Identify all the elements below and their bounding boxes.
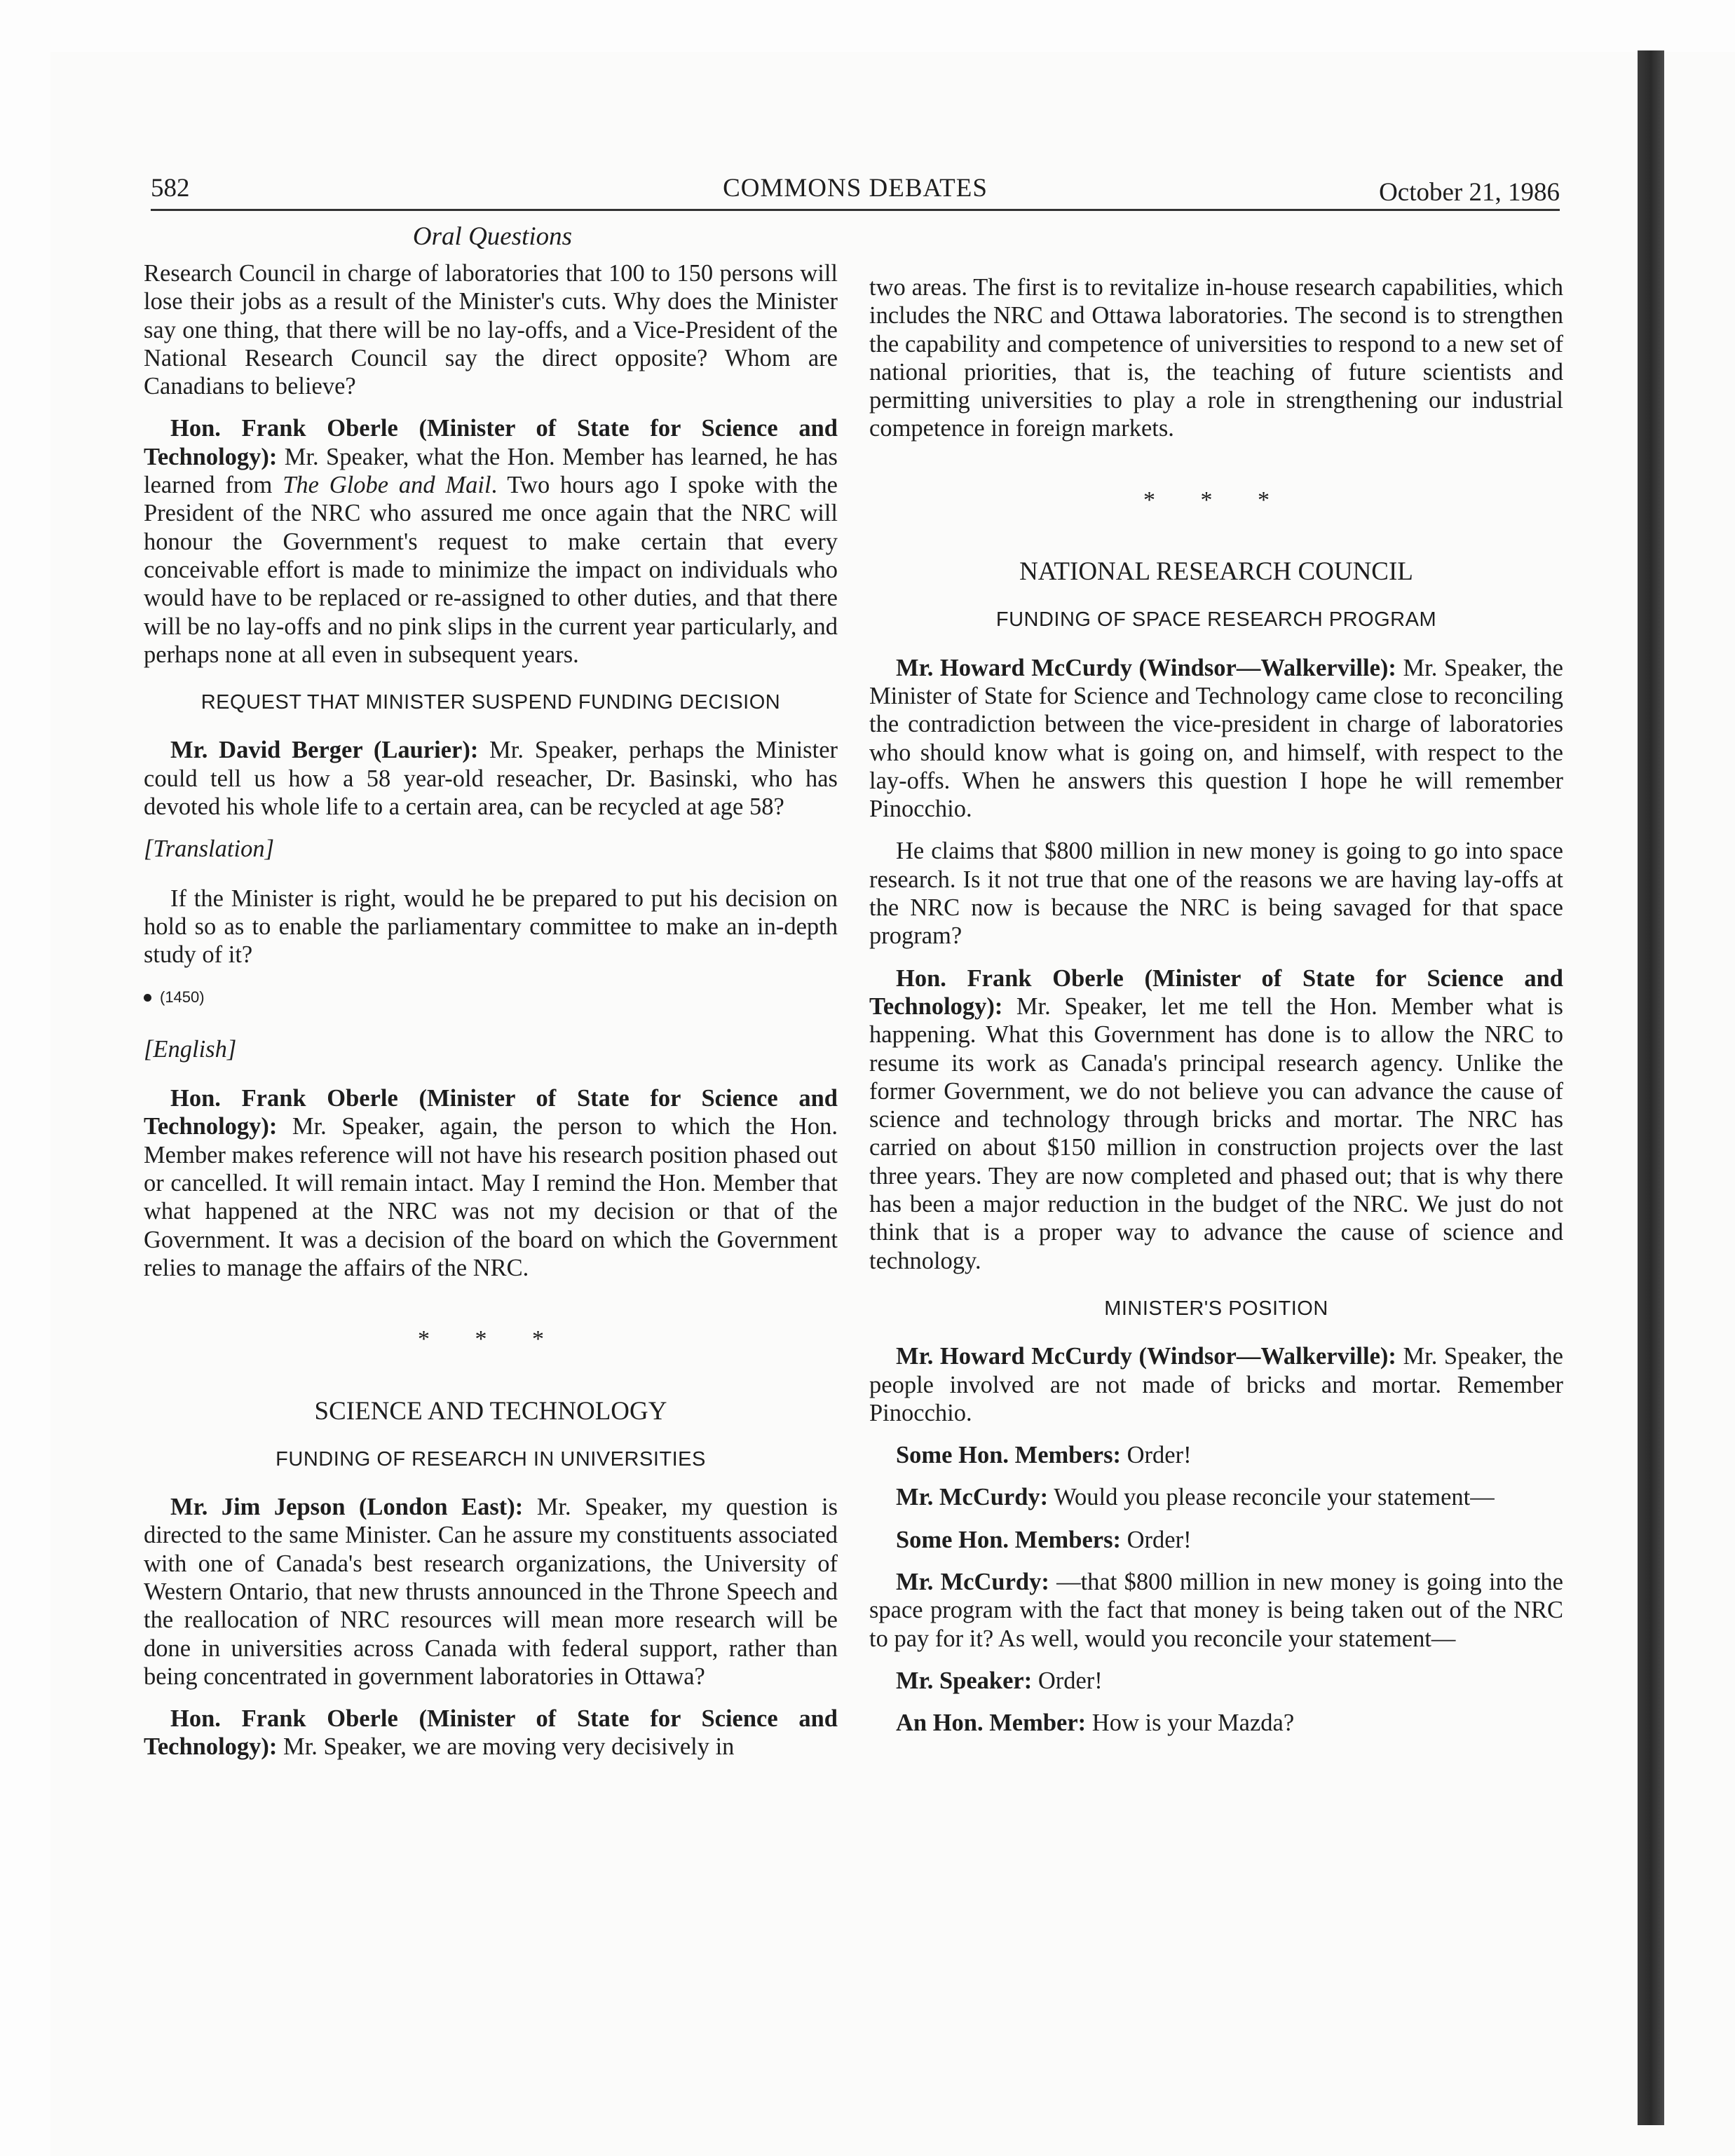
speaker-name: Some Hon. Members: xyxy=(896,1526,1121,1553)
speaker-name: Hon. Frank Oberle (Minister of State for Science and Technology): xyxy=(144,1705,838,1761)
time-marker xyxy=(144,983,838,1011)
left-column xyxy=(144,259,838,1775)
paragraph xyxy=(869,654,1563,824)
subheading: FUNDING OF SPACE RESEARCH PROGRAM xyxy=(995,608,1437,632)
speaker-name: Hon. Frank Oberle (Minister of State for Science and Technology): xyxy=(144,415,838,470)
speaker-name: Mr. Howard McCurdy (Windsor—Walkerville): xyxy=(896,1343,1396,1370)
issue-date: October 21, 1986 xyxy=(1379,178,1560,207)
time-marker-text: (1450) xyxy=(160,988,205,1006)
subheading: REQUEST THAT MINISTER SUSPEND FUNDING DECISION xyxy=(200,691,781,714)
paragraph xyxy=(869,1709,1563,1737)
paragraph xyxy=(144,1493,838,1691)
speech-text: Mr. Speaker, let me tell the Hon. Member what is happening. What this Government has done is to allow the NRC to resume its work as Canada's principal research agency. Unlike the former Government, we do not believe you can advance the cause of science and technology through bricks and mortar. The NRC has carried on about $150 million in construction projects over the last three years. They are now completed and phased out; that is why there has been a major reduction in the budget of the NRC. We just do not think that is a proper way to advance the cause of science and technology. xyxy=(869,992,1563,1274)
speech-text: Order! xyxy=(1120,1442,1192,1469)
paragraph xyxy=(869,1667,1563,1695)
running-head xyxy=(151,170,1560,211)
speaker-name: Mr. McCurdy: xyxy=(896,1568,1049,1595)
speech-text: Mr. Speaker, the Minister of State for Science and Technology came close to reconciling the contradiction between the vice-president in charge of laboratories who should know what is going on, and himself, with respect to the lay-offs. When he answers this question I hope he will remember Pinocchio. xyxy=(869,654,1563,823)
speech-text: Mr. Speaker, perhaps the Minister could tell us how a 58 year-old reseacher, Dr. Basinski, who has devoted his whole life to a certain area, can be recycled at age 58? xyxy=(144,737,838,821)
bullet-icon xyxy=(144,994,151,1002)
speech-text: Mr. Speaker, we are moving very decisively in xyxy=(277,1733,735,1761)
scan-margin-left xyxy=(0,0,50,2156)
speech-text: Mr. Speaker, my question is directed to the same Minister. Can he assure my constituents associated with one of Canada's best research organizations, the University of Western Ontario, that new thrusts announced in the Throne Speech and the reallocation of NRC resources will mean more research will be done in universities across Canada with federal support, rather than being concentrated in government laboratories in Ottawa? xyxy=(144,1494,838,1690)
paragraph xyxy=(869,1568,1563,1653)
paragraph xyxy=(144,1705,838,1761)
speaker-name: Hon. Frank Oberle (Minister of State for Science and Technology): xyxy=(869,964,1563,1020)
paragraph xyxy=(869,964,1563,1275)
paragraph: two areas. The first is to revitalize in-house research capabilities, which includes the NRC and Ottawa laboratories. The second is to strengthen the capability and competence of universities to respond to a new set of national priorities, that is, the teaching of future scientists and permitting universities to play a role in strengthening our industrial competence in foreign markets. xyxy=(869,274,1563,442)
speaker-name: Mr. David Berger (Laurier): xyxy=(170,737,479,764)
speech-text: Order! xyxy=(1032,1667,1103,1694)
speaker-name: Some Hon. Members: xyxy=(896,1442,1121,1469)
speech-text: —that $800 million in new money is going into the space program with the fact that money is being taken out of the NRC to pay for it? As well, would you reconcile your statement— xyxy=(869,1568,1563,1652)
speech-text: Mr. Speaker, what the Hon. Member has learned, he has learned from xyxy=(144,443,838,499)
speech-text: How is your Mazda? xyxy=(1086,1710,1295,1737)
speech-text: . Two hours ago I spoke with the President of the NRC who assured me once again that the NRC will honour the Government's request to make certain that every conceivable effort is made to minimize the impact on individuals who would have to be replaced or re-assigned to other duties, and that there will be no lay-offs and no pink slips in the current year particularly, and perhaps none at all even in subsequent years. xyxy=(144,472,838,668)
paragraph xyxy=(144,414,838,669)
paragraph xyxy=(869,1342,1563,1427)
section-separator: * * * xyxy=(1143,486,1289,513)
translation-tag: [Translation] xyxy=(144,835,274,863)
scan-page-edge xyxy=(1638,50,1664,2125)
speech-text: Order! xyxy=(1120,1526,1192,1553)
page-number: 582 xyxy=(151,174,190,203)
speaker-name: Mr. Howard McCurdy (Windsor—Walkerville): xyxy=(896,654,1396,681)
scan-margin-top xyxy=(0,0,1735,52)
paragraph: He claims that $800 million in new money is going to go into space research. Is it not true that one of the reasons we are having lay-offs at the NRC now is because the NRC is being savaged for that space program? xyxy=(869,838,1563,950)
speaker-name: Mr. McCurdy: xyxy=(896,1484,1049,1511)
speaker-name: Mr. Speaker: xyxy=(896,1667,1033,1694)
right-column xyxy=(869,273,1563,1751)
speech-text: Mr. Speaker, the people involved are not made of bricks and mortar. Remember Pinocchio. xyxy=(869,1343,1563,1426)
paragraph xyxy=(144,736,838,821)
speaker-name: Hon. Frank Oberle (Minister of State for Science and Technology): xyxy=(144,1085,838,1140)
publication-name: The Globe and Mail xyxy=(283,472,491,499)
section-label: Oral Questions xyxy=(412,222,573,251)
paragraph xyxy=(869,1526,1563,1554)
subheading: MINISTER'S POSITION xyxy=(1104,1297,1328,1320)
publication-title: COMMONS DEBATES xyxy=(723,174,988,203)
speaker-name: An Hon. Member: xyxy=(896,1710,1087,1737)
speech-text: Would you please reconcile your statement— xyxy=(1048,1484,1495,1511)
section-separator: * * * xyxy=(418,1326,564,1353)
paragraph xyxy=(144,1084,838,1282)
paragraph xyxy=(869,1441,1563,1469)
paragraph: If the Minister is right, would he be prepared to put his decision on hold so as to enable the parliamentary committee to make an in-depth study of it? xyxy=(144,885,838,969)
speaker-name: Mr. Jim Jepson (London East): xyxy=(170,1494,524,1521)
section-heading: SCIENCE AND TECHNOLOGY xyxy=(314,1396,667,1426)
paragraph xyxy=(869,1483,1563,1511)
speech-text: Mr. Speaker, again, the person to which the Hon. Member makes reference will not have his research position phased out or cancelled. It will remain intact. May I remind the Hon. Member that what happened at the NRC was not my decision or that of the Government. It was a decision of the board on which the Government relies to manage the affairs of the NRC. xyxy=(144,1113,838,1281)
paragraph: Research Council in charge of laboratories that 100 to 150 persons will lose their jobs as a result of the Minister's cuts. Why does the Minister say one thing, that there will be no lay-offs, and a Vice-President of the National Research Council say the direct opposite? Whom are Canadians to believe? xyxy=(144,260,838,400)
section-heading: NATIONAL RESEARCH COUNCIL xyxy=(1019,557,1413,587)
english-tag: [English] xyxy=(144,1035,237,1063)
subheading: FUNDING OF RESEARCH IN UNIVERSITIES xyxy=(275,1447,706,1471)
